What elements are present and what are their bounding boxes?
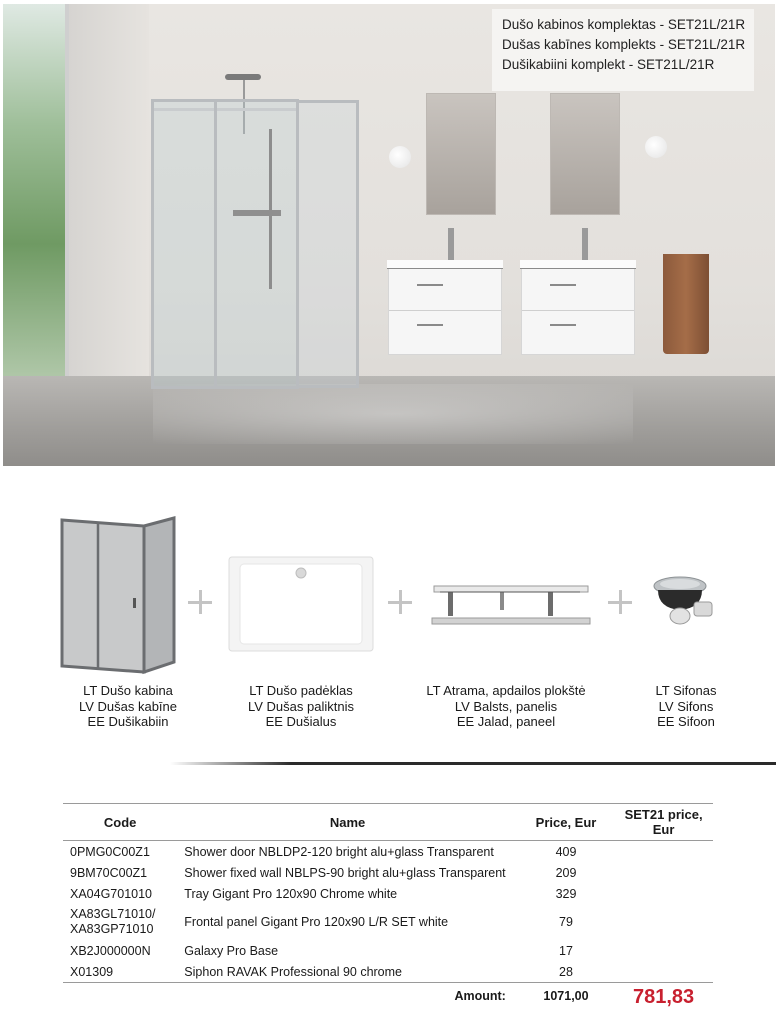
header-set-price: SET21 price, Eur (614, 804, 713, 841)
price-table (63, 803, 713, 1009)
cell-code: XB2J000000N (70, 943, 151, 958)
wall-lamp-left (389, 146, 411, 168)
header-name: Name (177, 804, 518, 841)
table-header-row (63, 804, 713, 841)
shower-head-icon (225, 74, 261, 80)
caption-line-lv: Dušas kabīnes komplekts - SET21L/21R (502, 37, 746, 52)
cell-code: XA83GL71010/ XA83GP71010 (70, 907, 156, 936)
cell-name: Tray Gigant Pro 120x90 Chrome white (184, 886, 398, 901)
window (3, 4, 69, 404)
cell-price: 409 (555, 844, 577, 859)
cell-price: 17 (559, 943, 573, 958)
caption-line-ee: Dušikabiini komplekt - SET21L/21R (502, 57, 715, 72)
mirror-right (551, 94, 619, 214)
tap-right (582, 228, 588, 262)
mirror-left (427, 94, 495, 214)
shower-tray-icon (228, 556, 374, 652)
cell-code: XA04G701010 (70, 886, 153, 901)
component-label-siphon: LT Sifonas LV Sifons EE Sifoon (655, 683, 717, 729)
caption-line-lt: Dušo kabinos komplektas - SET21L/21R (502, 17, 746, 32)
cell-name: Shower door NBLDP2-120 bright alu+glass Transparent (184, 844, 494, 859)
table-row (63, 904, 713, 940)
amount-row (63, 983, 713, 1010)
cell-name: Shower fixed wall NBLPS-90 bright alu+glass Transparent (184, 865, 506, 880)
vanity-cabinet-right (522, 266, 634, 354)
shower-side-wall (299, 100, 359, 388)
cell-price: 79 (559, 914, 573, 929)
table-row (63, 862, 713, 883)
set-caption (492, 9, 754, 91)
tray-support-icon (430, 580, 592, 626)
cell-price: 209 (555, 865, 577, 880)
component-label-support: LT Atrama, apdailos plokštė LV Balsts, panelis EE Jalad, paneel (426, 683, 586, 729)
cell-code: 0PMG0C00Z1 (70, 844, 150, 859)
plus-icon (388, 590, 412, 614)
amount-label: Amount: (177, 983, 518, 1010)
amount-total: 1071,00 (518, 983, 614, 1010)
cell-code: 9BM70C00Z1 (70, 865, 148, 880)
wall-lamp-right (645, 136, 667, 158)
vanity-cabinet-left (389, 266, 501, 354)
cell-name: Siphon RAVAK Professional 90 chrome (184, 964, 403, 979)
shower-enclosure (151, 99, 299, 389)
header-price: Price, Eur (518, 804, 614, 841)
table-row (63, 883, 713, 904)
plus-icon (188, 590, 212, 614)
cell-name: Galaxy Pro Base (184, 943, 279, 958)
cell-price: 329 (555, 886, 577, 901)
header-code: Code (63, 804, 177, 841)
towel (663, 254, 709, 354)
table-row (63, 961, 713, 983)
siphon-icon (650, 574, 718, 630)
tap-left (448, 228, 454, 262)
cell-code: X01309 (70, 964, 114, 979)
set-price-value: 781,83 (633, 985, 695, 1008)
plus-icon (608, 590, 632, 614)
section-divider (170, 762, 776, 765)
component-label-enclosure: LT Dušo kabina LV Dušas kabīne EE Dušikabiin (78, 683, 178, 729)
table-row (63, 940, 713, 961)
component-label-tray: LT Dušo padėklas LV Dušas paliktnis EE Dušialus (248, 683, 354, 729)
cell-price: 28 (559, 964, 573, 979)
table-row (63, 841, 713, 863)
shower-enclosure-icon (58, 516, 178, 676)
cell-name: Frontal panel Gigant Pro 120x90 L/R SET white (184, 914, 449, 929)
